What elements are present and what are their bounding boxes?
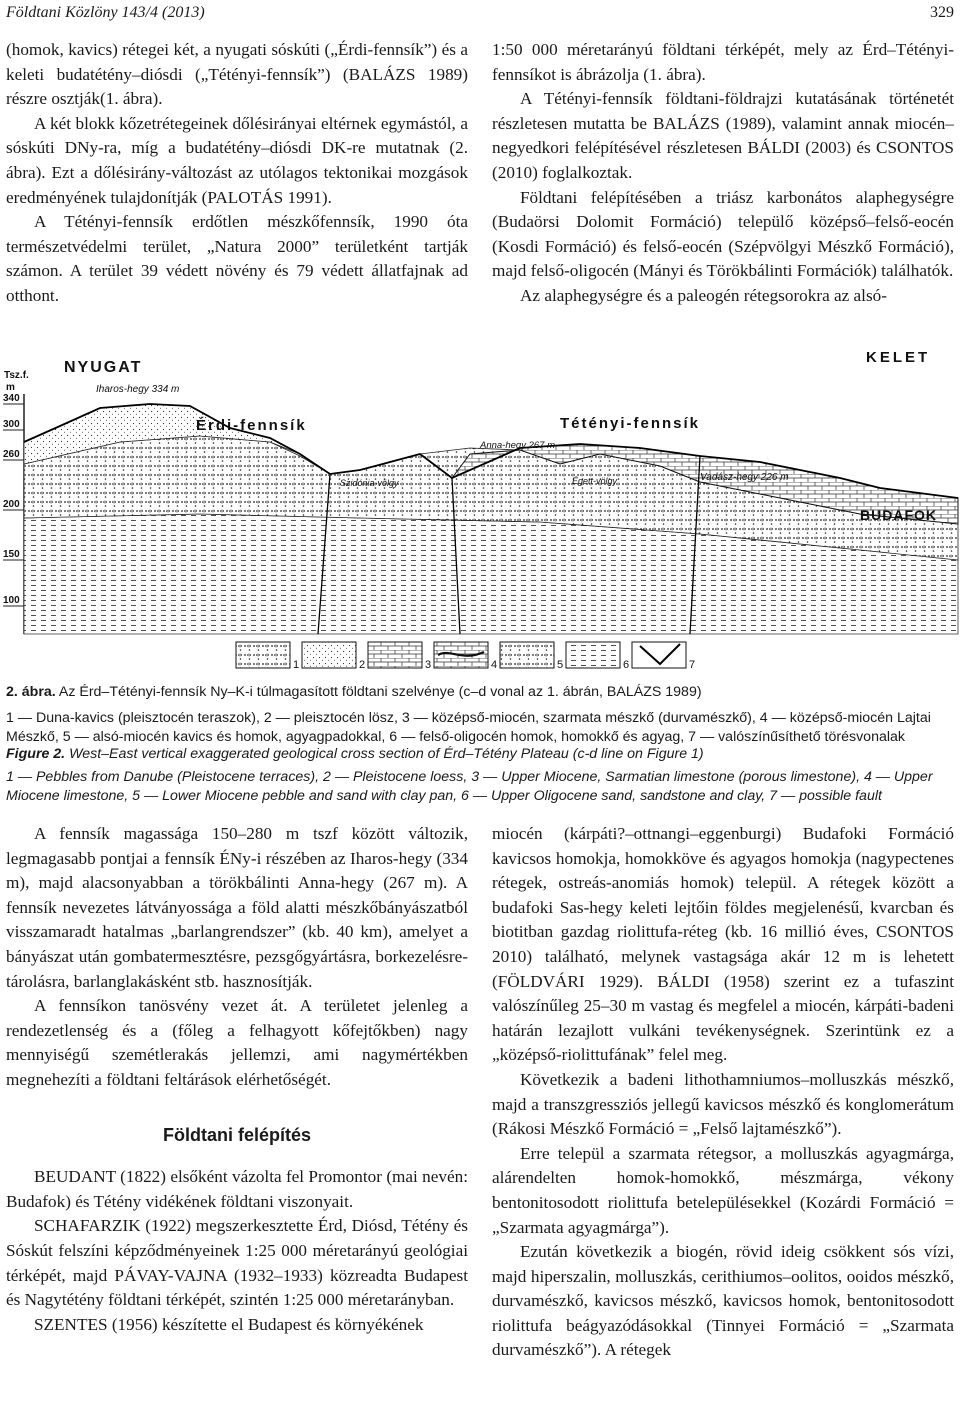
legend bbox=[236, 642, 695, 671]
label-szidonia-volgy: Szidónia-völgy bbox=[340, 478, 399, 488]
label-anna-hegy: Anna-hegy 267 m bbox=[480, 440, 555, 451]
paragraph: A két blokk kőzetrétegeinek dőlésirányai eltérnek egymástól, a sóskúti DNy-ra, míg a budatétény–diósdi DK-re mutatnak (2. ábra). Ezt a dőlésirány-változást az utólagos tektonikai mozgások eredményének tulajdonítják (PALOTÁS 1991). bbox=[6, 113, 468, 207]
label-tetenyi-fennsik: Tétényi-fennsík bbox=[560, 415, 701, 432]
figure-legend-en: 1 — Pebbles from Danube (Pleistocene terraces), 2 — Pleistocene loess, 3 — Upper Miocene, Sarmatian limestone (porous limestone), 4 — Upper Miocene limestone, 5 — Lower Miocene pebble and sand with clay pan, 6 — Upper Oligocene sand, sandstone and clay, 7 — possible fault bbox=[6, 769, 933, 804]
paragraph: SZENTES (1956) készítette el Budapest és környékének bbox=[34, 1314, 424, 1334]
legend-number-6: 6 bbox=[623, 659, 630, 671]
figure-label-hu: 2. ábra. bbox=[6, 684, 56, 700]
y-tick-300: 300 bbox=[3, 419, 20, 430]
legend-number-7: 7 bbox=[689, 659, 696, 671]
corner-unit: m bbox=[6, 382, 15, 393]
running-header bbox=[0, 0, 960, 30]
legend-number-3: 3 bbox=[425, 659, 432, 671]
legend-number-2: 2 bbox=[359, 659, 366, 671]
top-left-column bbox=[6, 38, 468, 309]
figure-legend-hu: 1 — Duna-kavics (pleisztocén teraszok), 2 — pleisztocén lösz, 3 — középső-miocén, szarmata mészkő (durvamészkő), 4 — középső-miocén Lajtai Mészkő, 5 — alsó-miocén kavics és homok, agyagpadokkal, 6 — felső-oligocén homok, homokkő és agyag, 7 — valószínűsíthető törésvonalak bbox=[6, 710, 931, 745]
bottom-right-column bbox=[492, 822, 954, 1363]
figure-title-en: West–East vertical exaggerated geological cross section of Érd–Tétény Plateau (c-d line on Figure 1) bbox=[69, 746, 704, 762]
paragraph: (homok, kavics) rétegei két, a nyugati sóskúti („Érdi-fennsík”) és a keleti budatétény–diósdi („Tétényi-fennsík”) (BALÁZS 1989) részre osztják(1. ábra). bbox=[6, 40, 468, 109]
east-label: KELET bbox=[866, 349, 931, 366]
cross-section-figure bbox=[0, 338, 960, 678]
paragraph: 1:50 000 méretarányú földtani térképét, mely az Érd–Tétényi-fennsíkot is ábrázolja (1. ábra). bbox=[492, 40, 954, 84]
legend-number-4: 4 bbox=[491, 659, 498, 671]
paragraph: BEUDANT (1822) elsőként vázolta fel Promontor (mai nevén: Budafok) és Tétény vidékének földtani viszonyait. bbox=[6, 1167, 468, 1211]
y-tick-150: 150 bbox=[3, 549, 20, 560]
paragraph: Következik a badeni lithothamniumos–molluszkás mészkő, majd a transzgressziós jellegű kavicsos mészkő és konglomerátum (Rákosi Mészkő Formáció = „Felső lajtamészkő”). bbox=[492, 1069, 954, 1139]
label-erdi-fennsik: Érdi-fennsík bbox=[196, 417, 307, 434]
legend-number-1: 1 bbox=[293, 659, 300, 671]
corner-label: Tsz.f. bbox=[4, 370, 29, 381]
paragraph: Földtani felépítésében a triász karbonátos alaphegységre (Budaörsi Dolomit Formáció) települő középső–felső-eocén (Kosdi Formáció) és felső-eocén (Szépvölgyi Mészkő Formáció), majd felső-oligocén (Mányi és Törökbálinti Formációk) találhatók. bbox=[492, 187, 954, 281]
bottom-left-column bbox=[6, 822, 468, 1337]
paragraph: A fennsíkon tanösvény vezet át. A területet jelenleg a rendezetlenség és a (főleg a felhagyott kőfejtőkben) nagy mennyiségű szemétlerakás jellemzi, ami nagymértékben megnehezíti a földtani feltárások elérhetőségét. bbox=[6, 996, 468, 1089]
section-heading: Földtani felépítés bbox=[162, 1124, 312, 1145]
y-tick-260: 260 bbox=[3, 449, 20, 460]
y-tick-100: 100 bbox=[3, 595, 20, 606]
figure-caption-en bbox=[6, 745, 956, 764]
label-egett-volgy: Égett-völgy bbox=[572, 476, 618, 486]
paragraph: A Tétényi-fennsík földtani-földrajzi kutatásának történetét részletesen mutatta be BALÁZS (1989), valamint annak miocén–negyedkori felépítésével részletesen BÁLDI (2003) és CSONTOS (2010) foglalkoztak. bbox=[492, 89, 954, 182]
paragraph: Az alaphegységre és a paleogén rétegsorokra az alsó- bbox=[520, 285, 887, 305]
top-right-column bbox=[492, 38, 954, 309]
cross-section-drawing bbox=[0, 338, 960, 678]
paragraph: Erre települ a szarmata rétegsor, a molluszkás agyagmárga, alárendelten homok-homokkő, mészmárga, vékony bentonitosodott riolittufa betelepülésekkel (Kozárdi Formáció = „Szarmata agyagmárga”). bbox=[492, 1143, 954, 1237]
figure-label-en: Figure 2. bbox=[6, 746, 66, 762]
paragraph: A fennsík magassága 150–280 m tszf között változik, legmagasabb pontjai a fennsík ÉNy-i részében az Iharos-hegy (334 m), majd alacsonyabban a törökbálinti Anna-hegy (267 m). A fennsík nevezetes látványossága a föld alatti mészkőbányászatból visszamaradt hatalmas „barlangrendszer” (kb. 40 km), amelyet a bányászat után gombatermesztésre, pezsgőgyártásra, borkezelésre-tárolásra, barlanglakásként stb. hasznosítják. bbox=[6, 824, 468, 991]
paragraph: miocén (kárpáti?–ottnangi–eggenburgi) Budafoki Formáció kavicsos homokja, homokköve és agyagos homokja (nagypectenes rétegek, ostreás-anomiás homok) települ. A rétegek között a budafoki Sas-hegy keleti lejtőin földes megjelenésű, kvarcban és biotitban gazdag riolittufa-réteg (kb. 16 millió éves, CSONTOS 2010) található, melynek vastagsága akár 12 m is lehetett (FÖLDVÁRI 1929). BÁLDI (1958) szerint ez a tufaszint valószínűleg 25–30 m vastag és megfelel a miocén, kárpáti-badeni határán lezajlott vulkáni tevékenységnek. Szerintünk ez a „középső-riolittufának” felel meg. bbox=[492, 824, 954, 1065]
y-tick-340: 340 bbox=[3, 393, 20, 404]
paragraph: A Tétényi-fennsík erdőtlen mészkőfennsík, 1990 óta természetvédelmi terület, „Natura 2000” területként tartják számon. A terület 39 védett növény és 79 védett állatfajnak ad otthont. bbox=[6, 212, 468, 305]
paragraph: Ezután következik a biogén, rövid ideig csökkent sós vízi, majd hiperszalin, molluszkás, cerithiumos–oolitos, ooidos mészkő, durvamészkő, kavicsos mészkő, kavicsos homok, bentonitosodott riolittufa beágyazódásokkal (Tinnyei Formáció = „Szarmata durvamészkő”). A rétegek bbox=[492, 1242, 954, 1360]
label-iharos-hegy: Iharos-hegy 334 m bbox=[96, 384, 180, 395]
figure-caption-hu bbox=[6, 683, 956, 702]
journal-title: Földtani Közlöny 143/4 (2013) bbox=[6, 4, 205, 21]
paragraph: SCHAFARZIK (1922) megszerkesztette Érd, Diósd, Tétény és Sóskút felszíni képződményeinek 1:25 000 méretarányú geológiai térképét, majd PÁVAY-VAJNA (1932–1933) közreadta Budapest és Nagytétény földtani térképét, szintén 1:25 000 méretarányban. bbox=[6, 1216, 468, 1310]
legend-number-5: 5 bbox=[557, 659, 564, 671]
figure-title-hu: Az Érd–Tétényi-fennsík Ny–K-i túlmagasított földtani szelvénye (c–d vonal az 1. ábrán, BALÁZS 1989) bbox=[58, 684, 702, 700]
y-tick-200: 200 bbox=[3, 499, 20, 510]
label-vadasz-hegy: Vadász-hegy 226 m bbox=[700, 472, 789, 483]
label-budafok: BUDAFOK bbox=[860, 507, 937, 523]
west-label: NYUGAT bbox=[64, 359, 143, 376]
page-number: 329 bbox=[930, 4, 954, 21]
